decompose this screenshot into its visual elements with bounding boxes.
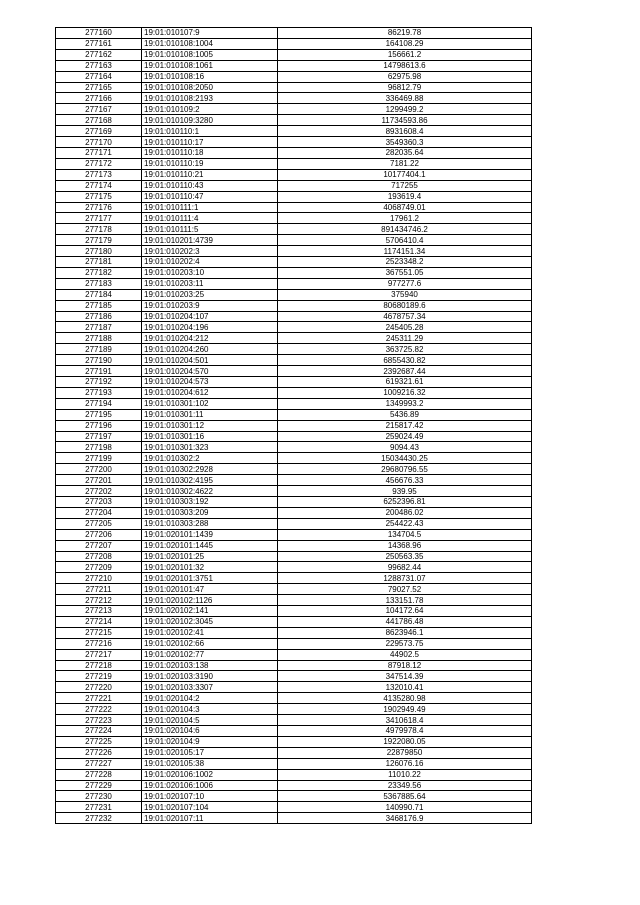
value-cell: 375940 bbox=[278, 289, 532, 300]
row-number-cell: 277207 bbox=[56, 540, 142, 551]
value-cell: 200486.02 bbox=[278, 507, 532, 518]
cadastral-number-cell: 19:01:010110:43 bbox=[142, 180, 278, 191]
row-number-cell: 277223 bbox=[56, 715, 142, 726]
cadastral-number-cell: 19:01:010108:1005 bbox=[142, 49, 278, 60]
value-cell: 79027.52 bbox=[278, 584, 532, 595]
cadastral-number-cell: 19:01:020107:11 bbox=[142, 813, 278, 824]
value-cell: 717255 bbox=[278, 180, 532, 191]
cadastral-number-cell: 19:01:020102:141 bbox=[142, 606, 278, 617]
value-cell: 164108.29 bbox=[278, 38, 532, 49]
table-row bbox=[56, 649, 532, 660]
cadastral-number-cell: 19:01:010303:288 bbox=[142, 518, 278, 529]
row-number-cell: 277186 bbox=[56, 311, 142, 322]
cadastral-number-cell: 19:01:020101:3751 bbox=[142, 573, 278, 584]
row-number-cell: 277220 bbox=[56, 682, 142, 693]
row-number-cell: 277202 bbox=[56, 486, 142, 497]
value-cell: 5367885.64 bbox=[278, 791, 532, 802]
cadastral-number-cell: 19:01:010204:107 bbox=[142, 311, 278, 322]
table-row bbox=[56, 202, 532, 213]
cadastral-number-cell: 19:01:020101:47 bbox=[142, 584, 278, 595]
table-row bbox=[56, 606, 532, 617]
row-number-cell: 277179 bbox=[56, 235, 142, 246]
table-row bbox=[56, 420, 532, 431]
value-cell: 4068749.01 bbox=[278, 202, 532, 213]
cadastral-number-cell: 19:01:010201:4739 bbox=[142, 235, 278, 246]
table-row bbox=[56, 93, 532, 104]
value-cell: 336469.88 bbox=[278, 93, 532, 104]
cadastral-number-cell: 19:01:010203:9 bbox=[142, 300, 278, 311]
value-cell: 977277.6 bbox=[278, 278, 532, 289]
cadastral-number-cell: 19:01:010203:10 bbox=[142, 267, 278, 278]
cadastral-number-cell: 19:01:010202:4 bbox=[142, 257, 278, 268]
value-cell: 3549360.3 bbox=[278, 137, 532, 148]
row-number-cell: 277169 bbox=[56, 126, 142, 137]
table-body bbox=[56, 28, 532, 824]
table-row bbox=[56, 115, 532, 126]
value-cell: 6855430.82 bbox=[278, 355, 532, 366]
value-cell: 1902949.49 bbox=[278, 704, 532, 715]
row-number-cell: 277165 bbox=[56, 82, 142, 93]
row-number-cell: 277206 bbox=[56, 529, 142, 540]
row-number-cell: 277229 bbox=[56, 780, 142, 791]
table-row bbox=[56, 704, 532, 715]
table-row bbox=[56, 311, 532, 322]
value-cell: 3410618.4 bbox=[278, 715, 532, 726]
table-row bbox=[56, 126, 532, 137]
row-number-cell: 277230 bbox=[56, 791, 142, 802]
cadastral-number-cell: 19:01:020101:1439 bbox=[142, 529, 278, 540]
table-row bbox=[56, 398, 532, 409]
value-cell: 1174151.34 bbox=[278, 246, 532, 257]
row-number-cell: 277213 bbox=[56, 606, 142, 617]
cadastral-number-cell: 19:01:010302:2928 bbox=[142, 464, 278, 475]
value-cell: 104172.64 bbox=[278, 606, 532, 617]
table-row bbox=[56, 562, 532, 573]
row-number-cell: 277174 bbox=[56, 180, 142, 191]
cadastral-number-cell: 19:01:010303:192 bbox=[142, 496, 278, 507]
table-row bbox=[56, 627, 532, 638]
table-row bbox=[56, 464, 532, 475]
value-cell: 2523348.2 bbox=[278, 257, 532, 268]
value-cell: 156661.2 bbox=[278, 49, 532, 60]
value-cell: 347514.39 bbox=[278, 671, 532, 682]
cadastral-number-cell: 19:01:020104:2 bbox=[142, 693, 278, 704]
value-cell: 245405.28 bbox=[278, 322, 532, 333]
cadastral-number-cell: 19:01:010203:25 bbox=[142, 289, 278, 300]
cadastral-number-cell: 19:01:020102:1126 bbox=[142, 595, 278, 606]
row-number-cell: 277161 bbox=[56, 38, 142, 49]
row-number-cell: 277225 bbox=[56, 736, 142, 747]
table-row bbox=[56, 355, 532, 366]
table-row bbox=[56, 71, 532, 82]
table-row bbox=[56, 616, 532, 627]
cadastral-number-cell: 19:01:010110:19 bbox=[142, 158, 278, 169]
value-cell: 1922080.05 bbox=[278, 736, 532, 747]
table-row bbox=[56, 82, 532, 93]
row-number-cell: 277205 bbox=[56, 518, 142, 529]
row-number-cell: 277203 bbox=[56, 496, 142, 507]
row-number-cell: 277214 bbox=[56, 616, 142, 627]
table-row bbox=[56, 409, 532, 420]
row-number-cell: 277185 bbox=[56, 300, 142, 311]
row-number-cell: 277168 bbox=[56, 115, 142, 126]
row-number-cell: 277217 bbox=[56, 649, 142, 660]
cadastral-number-cell: 19:01:020103:3307 bbox=[142, 682, 278, 693]
table-row bbox=[56, 213, 532, 224]
value-cell: 2392687.44 bbox=[278, 366, 532, 377]
table-row bbox=[56, 747, 532, 758]
row-number-cell: 277221 bbox=[56, 693, 142, 704]
row-number-cell: 277226 bbox=[56, 747, 142, 758]
row-number-cell: 277232 bbox=[56, 813, 142, 824]
table-row bbox=[56, 802, 532, 813]
cadastral-number-cell: 19:01:010111:1 bbox=[142, 202, 278, 213]
row-number-cell: 277172 bbox=[56, 158, 142, 169]
cadastral-number-cell: 19:01:010302:4195 bbox=[142, 475, 278, 486]
table-row bbox=[56, 224, 532, 235]
value-cell: 282035.64 bbox=[278, 147, 532, 158]
cadastral-number-cell: 19:01:010204:570 bbox=[142, 366, 278, 377]
table-row bbox=[56, 49, 532, 60]
table-row bbox=[56, 137, 532, 148]
table-row bbox=[56, 813, 532, 824]
value-cell: 62975.98 bbox=[278, 71, 532, 82]
cadastral-number-cell: 19:01:020104:5 bbox=[142, 715, 278, 726]
value-cell: 619321.61 bbox=[278, 377, 532, 388]
cadastral-number-cell: 19:01:010204:501 bbox=[142, 355, 278, 366]
cadastral-number-cell: 19:01:010301:323 bbox=[142, 442, 278, 453]
table-row bbox=[56, 38, 532, 49]
value-cell: 4979978.4 bbox=[278, 726, 532, 737]
row-number-cell: 277178 bbox=[56, 224, 142, 235]
table-row bbox=[56, 507, 532, 518]
cadastral-number-cell: 19:01:010110:18 bbox=[142, 147, 278, 158]
value-cell: 22879850 bbox=[278, 747, 532, 758]
cadastral-number-cell: 19:01:020105:38 bbox=[142, 758, 278, 769]
cadastral-number-cell: 19:01:020107:104 bbox=[142, 802, 278, 813]
row-number-cell: 277222 bbox=[56, 704, 142, 715]
value-cell: 80680189.6 bbox=[278, 300, 532, 311]
value-cell: 126076.16 bbox=[278, 758, 532, 769]
table-row bbox=[56, 486, 532, 497]
table-row bbox=[56, 791, 532, 802]
row-number-cell: 277189 bbox=[56, 344, 142, 355]
value-cell: 1009216.32 bbox=[278, 387, 532, 398]
value-cell: 6252396.81 bbox=[278, 496, 532, 507]
value-cell: 3468176.9 bbox=[278, 813, 532, 824]
value-cell: 456676.33 bbox=[278, 475, 532, 486]
cadastral-number-cell: 19:01:010302:4622 bbox=[142, 486, 278, 497]
row-number-cell: 277211 bbox=[56, 584, 142, 595]
cadastral-value-table bbox=[55, 27, 532, 824]
row-number-cell: 277224 bbox=[56, 726, 142, 737]
value-cell: 193619.4 bbox=[278, 191, 532, 202]
row-number-cell: 277216 bbox=[56, 638, 142, 649]
cadastral-number-cell: 19:01:020106:1002 bbox=[142, 769, 278, 780]
cadastral-number-cell: 19:01:020101:32 bbox=[142, 562, 278, 573]
cadastral-number-cell: 19:01:020104:6 bbox=[142, 726, 278, 737]
value-cell: 8623946.1 bbox=[278, 627, 532, 638]
table-row bbox=[56, 267, 532, 278]
value-cell: 1288731.07 bbox=[278, 573, 532, 584]
value-cell: 23349.56 bbox=[278, 780, 532, 791]
row-number-cell: 277193 bbox=[56, 387, 142, 398]
value-cell: 15034430.25 bbox=[278, 453, 532, 464]
row-number-cell: 277175 bbox=[56, 191, 142, 202]
value-cell: 891434746.2 bbox=[278, 224, 532, 235]
value-cell: 250563.35 bbox=[278, 551, 532, 562]
value-cell: 14368.96 bbox=[278, 540, 532, 551]
cadastral-number-cell: 19:01:010204:212 bbox=[142, 333, 278, 344]
table-row bbox=[56, 475, 532, 486]
table-row bbox=[56, 693, 532, 704]
table-row bbox=[56, 333, 532, 344]
cadastral-number-cell: 19:01:020105:17 bbox=[142, 747, 278, 758]
row-number-cell: 277166 bbox=[56, 93, 142, 104]
row-number-cell: 277198 bbox=[56, 442, 142, 453]
cadastral-number-cell: 19:01:010109:2 bbox=[142, 104, 278, 115]
cadastral-number-cell: 19:01:010202:3 bbox=[142, 246, 278, 257]
row-number-cell: 277231 bbox=[56, 802, 142, 813]
value-cell: 140990.71 bbox=[278, 802, 532, 813]
cadastral-number-cell: 19:01:010107:9 bbox=[142, 28, 278, 39]
table-row bbox=[56, 660, 532, 671]
cadastral-number-cell: 19:01:020102:66 bbox=[142, 638, 278, 649]
table-row bbox=[56, 246, 532, 257]
table-row bbox=[56, 366, 532, 377]
cadastral-number-cell: 19:01:020103:3190 bbox=[142, 671, 278, 682]
row-number-cell: 277183 bbox=[56, 278, 142, 289]
cadastral-number-cell: 19:01:010108:2193 bbox=[142, 93, 278, 104]
cadastral-number-cell: 19:01:010301:16 bbox=[142, 431, 278, 442]
row-number-cell: 277167 bbox=[56, 104, 142, 115]
cadastral-number-cell: 19:01:010301:12 bbox=[142, 420, 278, 431]
value-cell: 4135280.98 bbox=[278, 693, 532, 704]
cadastral-number-cell: 19:01:020107:10 bbox=[142, 791, 278, 802]
row-number-cell: 277210 bbox=[56, 573, 142, 584]
table-row bbox=[56, 180, 532, 191]
table-row bbox=[56, 289, 532, 300]
row-number-cell: 277191 bbox=[56, 366, 142, 377]
row-number-cell: 277194 bbox=[56, 398, 142, 409]
table-row bbox=[56, 387, 532, 398]
cadastral-number-cell: 19:01:010204:196 bbox=[142, 322, 278, 333]
value-cell: 367551.05 bbox=[278, 267, 532, 278]
row-number-cell: 277176 bbox=[56, 202, 142, 213]
value-cell: 17961.2 bbox=[278, 213, 532, 224]
cadastral-number-cell: 19:01:020101:1445 bbox=[142, 540, 278, 551]
value-cell: 1299499.2 bbox=[278, 104, 532, 115]
table-row bbox=[56, 715, 532, 726]
value-cell: 939.95 bbox=[278, 486, 532, 497]
row-number-cell: 277164 bbox=[56, 71, 142, 82]
row-number-cell: 277188 bbox=[56, 333, 142, 344]
value-cell: 96812.79 bbox=[278, 82, 532, 93]
table-row bbox=[56, 158, 532, 169]
row-number-cell: 277208 bbox=[56, 551, 142, 562]
value-cell: 14798613.6 bbox=[278, 60, 532, 71]
row-number-cell: 277177 bbox=[56, 213, 142, 224]
table-row bbox=[56, 769, 532, 780]
table-row bbox=[56, 540, 532, 551]
table-row bbox=[56, 682, 532, 693]
value-cell: 363725.82 bbox=[278, 344, 532, 355]
value-cell: 4678757.34 bbox=[278, 311, 532, 322]
table-row bbox=[56, 147, 532, 158]
row-number-cell: 277201 bbox=[56, 475, 142, 486]
table-row bbox=[56, 191, 532, 202]
cadastral-number-cell: 19:01:010108:1061 bbox=[142, 60, 278, 71]
value-cell: 11010.22 bbox=[278, 769, 532, 780]
table-row bbox=[56, 551, 532, 562]
cadastral-number-cell: 19:01:010108:16 bbox=[142, 71, 278, 82]
row-number-cell: 277227 bbox=[56, 758, 142, 769]
table-row bbox=[56, 169, 532, 180]
table-row bbox=[56, 671, 532, 682]
row-number-cell: 277160 bbox=[56, 28, 142, 39]
value-cell: 44902.5 bbox=[278, 649, 532, 660]
cadastral-number-cell: 19:01:010109:3280 bbox=[142, 115, 278, 126]
cadastral-number-cell: 19:01:010204:573 bbox=[142, 377, 278, 388]
row-number-cell: 277215 bbox=[56, 627, 142, 638]
table-row bbox=[56, 28, 532, 39]
value-cell: 133151.78 bbox=[278, 595, 532, 606]
row-number-cell: 277212 bbox=[56, 595, 142, 606]
table-row bbox=[56, 235, 532, 246]
table-row bbox=[56, 322, 532, 333]
cadastral-number-cell: 19:01:020102:41 bbox=[142, 627, 278, 638]
table-row bbox=[56, 736, 532, 747]
row-number-cell: 277195 bbox=[56, 409, 142, 420]
row-number-cell: 277197 bbox=[56, 431, 142, 442]
cadastral-number-cell: 19:01:020102:77 bbox=[142, 649, 278, 660]
row-number-cell: 277199 bbox=[56, 453, 142, 464]
row-number-cell: 277196 bbox=[56, 420, 142, 431]
value-cell: 86219.78 bbox=[278, 28, 532, 39]
row-number-cell: 277173 bbox=[56, 169, 142, 180]
table-row bbox=[56, 584, 532, 595]
cadastral-number-cell: 19:01:010204:612 bbox=[142, 387, 278, 398]
cadastral-number-cell: 19:01:020103:138 bbox=[142, 660, 278, 671]
table-row bbox=[56, 300, 532, 311]
row-number-cell: 277171 bbox=[56, 147, 142, 158]
cadastral-number-cell: 19:01:020106:1006 bbox=[142, 780, 278, 791]
value-cell: 5706410.4 bbox=[278, 235, 532, 246]
value-cell: 259024.49 bbox=[278, 431, 532, 442]
table-row bbox=[56, 518, 532, 529]
table-row bbox=[56, 104, 532, 115]
row-number-cell: 277209 bbox=[56, 562, 142, 573]
cadastral-number-cell: 19:01:020104:9 bbox=[142, 736, 278, 747]
row-number-cell: 277204 bbox=[56, 507, 142, 518]
table-row bbox=[56, 780, 532, 791]
cadastral-number-cell: 19:01:010301:11 bbox=[142, 409, 278, 420]
value-cell: 29680796.55 bbox=[278, 464, 532, 475]
row-number-cell: 277184 bbox=[56, 289, 142, 300]
cadastral-number-cell: 19:01:010110:1 bbox=[142, 126, 278, 137]
value-cell: 441786.48 bbox=[278, 616, 532, 627]
value-cell: 1349993.2 bbox=[278, 398, 532, 409]
row-number-cell: 277182 bbox=[56, 267, 142, 278]
table-row bbox=[56, 638, 532, 649]
row-number-cell: 277228 bbox=[56, 769, 142, 780]
cadastral-number-cell: 19:01:010303:209 bbox=[142, 507, 278, 518]
table-row bbox=[56, 595, 532, 606]
value-cell: 11734593.86 bbox=[278, 115, 532, 126]
table-row bbox=[56, 529, 532, 540]
table-row bbox=[56, 278, 532, 289]
row-number-cell: 277200 bbox=[56, 464, 142, 475]
cadastral-number-cell: 19:01:010110:17 bbox=[142, 137, 278, 148]
value-cell: 215817.42 bbox=[278, 420, 532, 431]
value-cell: 87918.12 bbox=[278, 660, 532, 671]
row-number-cell: 277181 bbox=[56, 257, 142, 268]
cadastral-number-cell: 19:01:010302:2 bbox=[142, 453, 278, 464]
row-number-cell: 277162 bbox=[56, 49, 142, 60]
row-number-cell: 277180 bbox=[56, 246, 142, 257]
cadastral-number-cell: 19:01:010203:11 bbox=[142, 278, 278, 289]
table-row bbox=[56, 344, 532, 355]
cadastral-number-cell: 19:01:010111:4 bbox=[142, 213, 278, 224]
value-cell: 254422.43 bbox=[278, 518, 532, 529]
value-cell: 8931608.4 bbox=[278, 126, 532, 137]
table-row bbox=[56, 431, 532, 442]
value-cell: 5436.89 bbox=[278, 409, 532, 420]
table-row bbox=[56, 453, 532, 464]
cadastral-number-cell: 19:01:020104:3 bbox=[142, 704, 278, 715]
table-row bbox=[56, 758, 532, 769]
row-number-cell: 277218 bbox=[56, 660, 142, 671]
value-cell: 134704.5 bbox=[278, 529, 532, 540]
table-row bbox=[56, 442, 532, 453]
cadastral-number-cell: 19:01:020101:25 bbox=[142, 551, 278, 562]
value-cell: 245311.29 bbox=[278, 333, 532, 344]
value-cell: 229573.75 bbox=[278, 638, 532, 649]
value-cell: 10177404.1 bbox=[278, 169, 532, 180]
table-row bbox=[56, 496, 532, 507]
table-row bbox=[56, 726, 532, 737]
cadastral-number-cell: 19:01:010110:47 bbox=[142, 191, 278, 202]
cadastral-number-cell: 19:01:010108:1004 bbox=[142, 38, 278, 49]
table-row bbox=[56, 573, 532, 584]
value-cell: 7181.22 bbox=[278, 158, 532, 169]
table-row bbox=[56, 377, 532, 388]
row-number-cell: 277192 bbox=[56, 377, 142, 388]
cadastral-number-cell: 19:01:010111:5 bbox=[142, 224, 278, 235]
row-number-cell: 277163 bbox=[56, 60, 142, 71]
value-cell: 132010.41 bbox=[278, 682, 532, 693]
value-cell: 99682.44 bbox=[278, 562, 532, 573]
cadastral-number-cell: 19:01:010204:260 bbox=[142, 344, 278, 355]
row-number-cell: 277219 bbox=[56, 671, 142, 682]
cadastral-number-cell: 19:01:020102:3045 bbox=[142, 616, 278, 627]
row-number-cell: 277190 bbox=[56, 355, 142, 366]
cadastral-number-cell: 19:01:010301:102 bbox=[142, 398, 278, 409]
row-number-cell: 277170 bbox=[56, 137, 142, 148]
value-cell: 9094.43 bbox=[278, 442, 532, 453]
table-row bbox=[56, 60, 532, 71]
cadastral-number-cell: 19:01:010108:2050 bbox=[142, 82, 278, 93]
table-row bbox=[56, 257, 532, 268]
cadastral-number-cell: 19:01:010110:21 bbox=[142, 169, 278, 180]
row-number-cell: 277187 bbox=[56, 322, 142, 333]
